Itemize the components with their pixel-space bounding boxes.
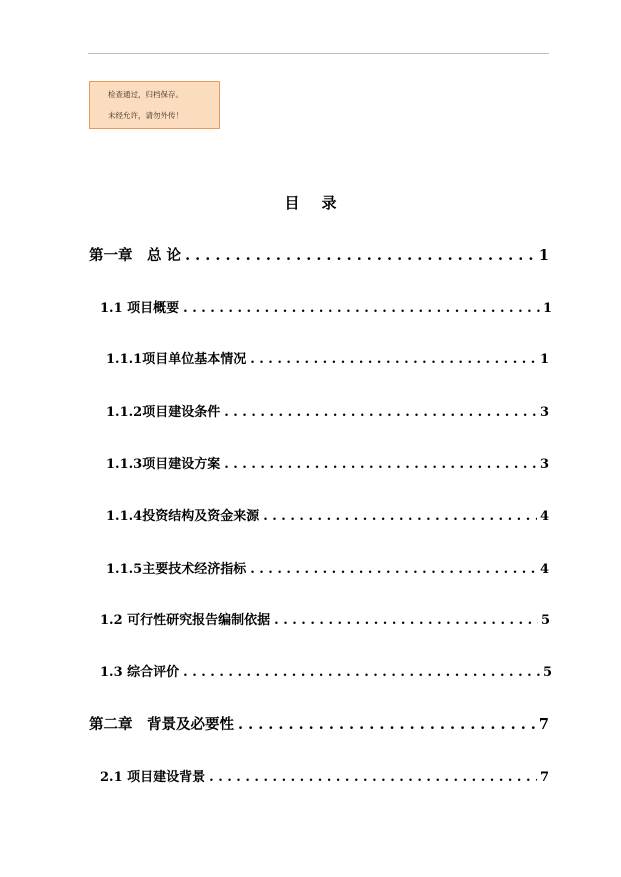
- toc-entry-label: 1.3 综合评价: [100, 665, 180, 680]
- toc-entry-page: 5: [542, 665, 552, 680]
- toc-entry-label: 1.1.5主要技术经济指标: [106, 562, 247, 577]
- toc-entry-label: 1.1.3项目建设方案: [106, 457, 221, 472]
- toc-entry-2-1[interactable]: [100, 768, 549, 788]
- toc-entry-label: 第一章 总 论: [89, 247, 182, 264]
- header-rule: [88, 53, 549, 54]
- toc-entry-label: 1.1.2项目建设条件: [106, 405, 221, 420]
- toc-entry-page: 4: [539, 509, 549, 524]
- toc-entry-label: 1.1.1项目单位基本情况: [106, 352, 247, 367]
- toc-dot-leader: [250, 560, 537, 580]
- toc-entry-1-3[interactable]: [100, 663, 552, 683]
- toc-entry-page: 1: [539, 352, 549, 367]
- toc-entry-1-1-1[interactable]: [106, 350, 549, 370]
- toc-entry-1-1-5[interactable]: [106, 560, 549, 580]
- toc-entry-label: 1.1.4投资结构及资金来源: [106, 509, 260, 524]
- toc-entry-label: 1.2 可行性研究报告编制依据: [100, 613, 271, 628]
- toc-title: 目录: [284, 194, 359, 212]
- toc-entry-page: 5: [540, 613, 550, 628]
- toc-entry-label: 1.1 项目概要: [100, 301, 180, 316]
- toc-dot-leader: [209, 768, 537, 788]
- toc-dot-leader: [263, 507, 537, 527]
- toc-entry-1-1[interactable]: [100, 299, 552, 319]
- toc-entry-page: 4: [539, 562, 549, 577]
- toc-dot-leader: [185, 246, 536, 266]
- toc-dot-leader: [183, 663, 540, 683]
- toc-dot-leader: [274, 611, 538, 631]
- toc-dot-leader: [250, 350, 537, 370]
- toc-entry-chapter-2[interactable]: [89, 715, 549, 735]
- toc-entry-chapter-1[interactable]: [89, 246, 549, 266]
- toc-entry-1-1-4[interactable]: [106, 507, 549, 527]
- toc-dot-leader: [238, 715, 536, 735]
- confidential-stamp: [89, 81, 220, 129]
- toc-entry-label: 第二章 背景及必要性: [89, 716, 234, 733]
- toc-entry-page: 1: [538, 247, 549, 264]
- toc-dot-leader: [224, 403, 537, 423]
- toc-dot-leader: [224, 455, 537, 475]
- toc-entry-page: 7: [538, 716, 549, 733]
- toc-entry-page: 3: [539, 405, 549, 420]
- toc-entry-page: 3: [539, 457, 549, 472]
- toc-entry-label: 2.1 项目建设背景: [100, 770, 206, 785]
- toc-entry-1-1-3[interactable]: [106, 455, 549, 475]
- stamp-line-2: 未经允许，请勿外传！: [108, 111, 183, 120]
- toc-entry-1-2[interactable]: [100, 611, 550, 631]
- toc-entry-page: 1: [542, 301, 552, 316]
- stamp-line-1: 检查通过，归档保存。: [108, 90, 183, 99]
- toc-dot-leader: [183, 299, 540, 319]
- toc-entry-page: 7: [539, 770, 549, 785]
- toc-entry-1-1-2[interactable]: [106, 403, 549, 423]
